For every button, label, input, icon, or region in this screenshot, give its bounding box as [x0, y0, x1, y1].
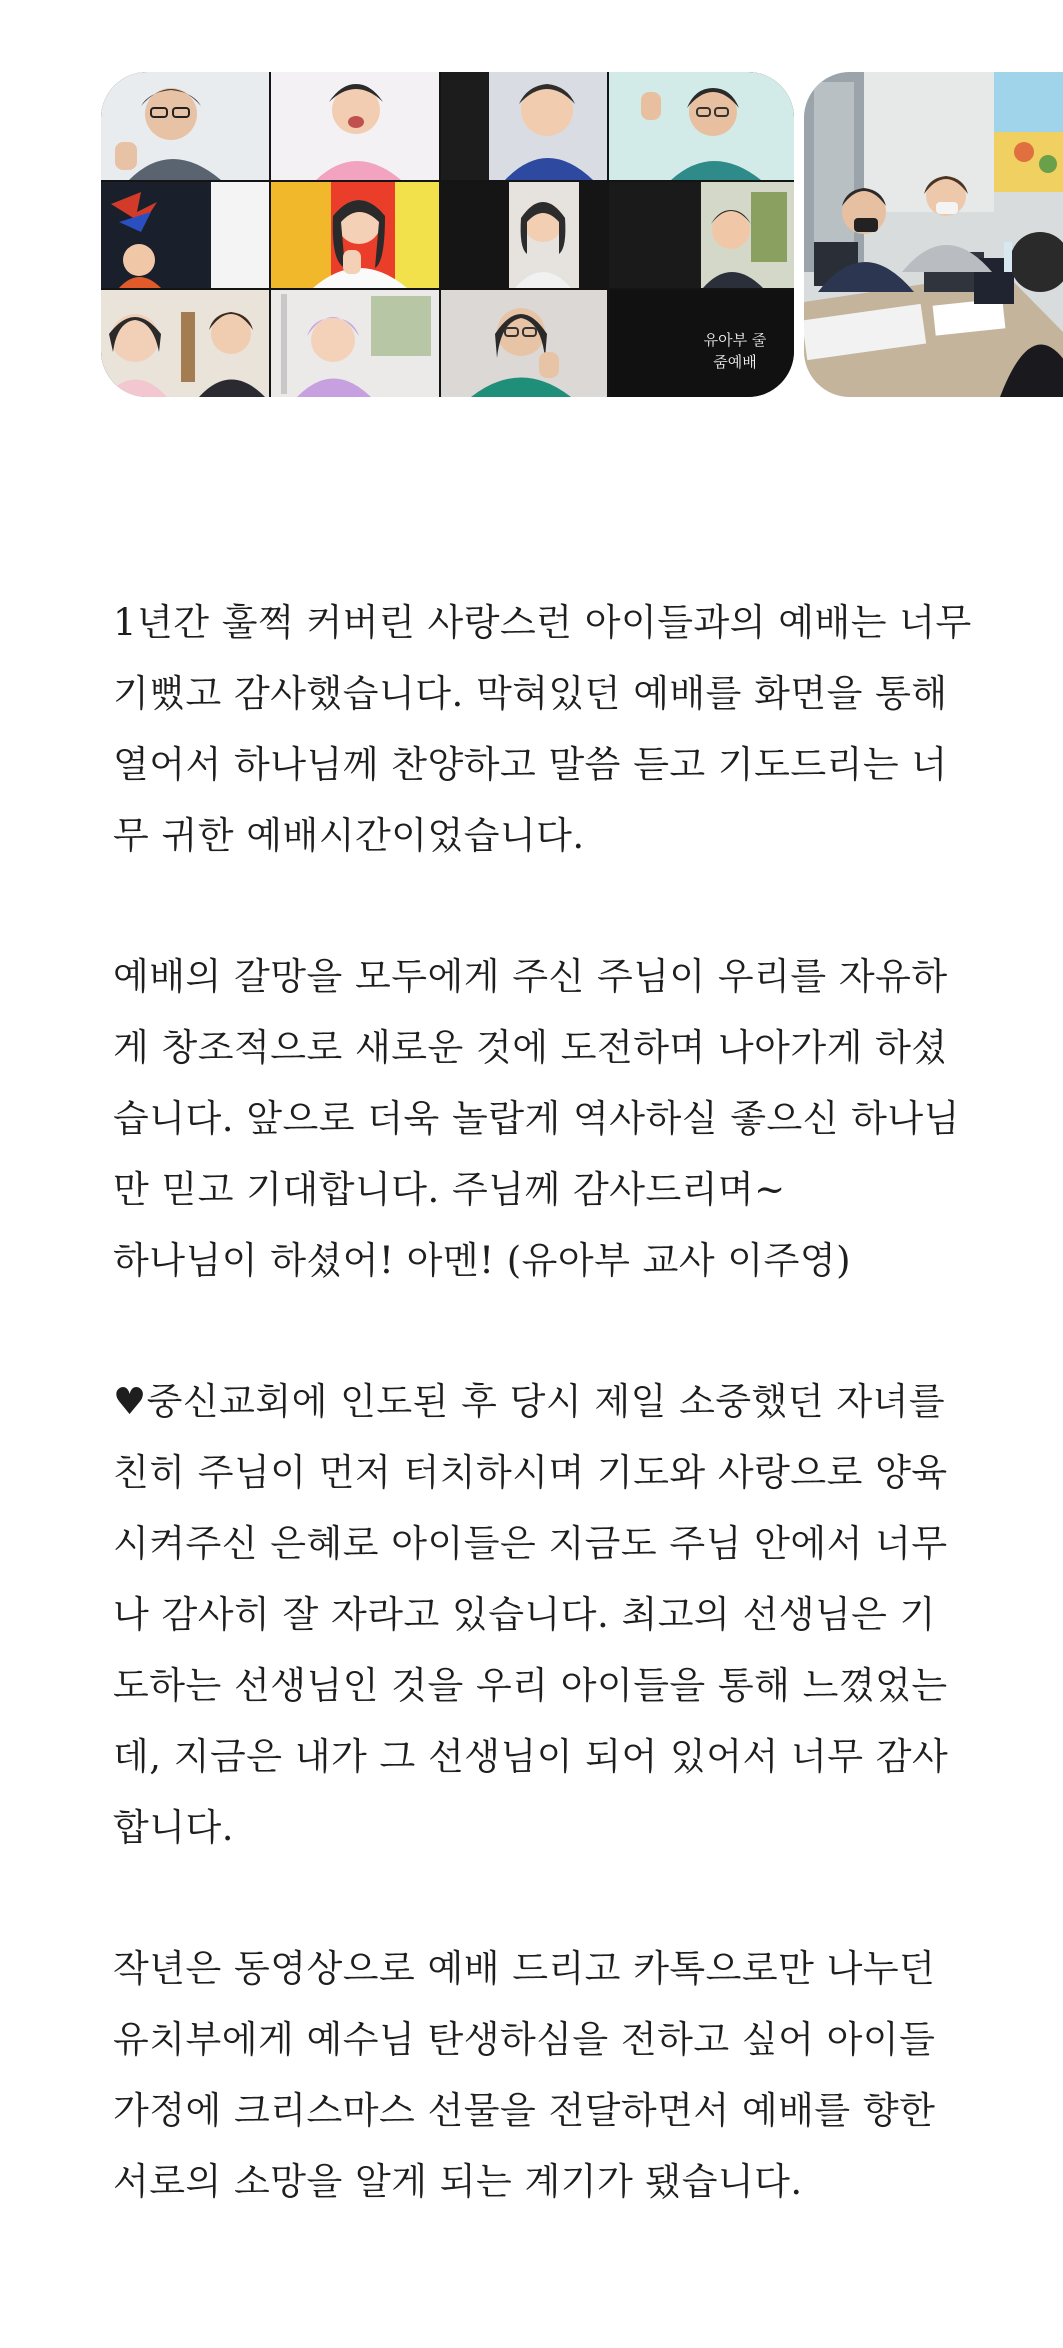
paragraph-line: 데, 지금은 내가 그 선생님이 되어 있어서 너무 감사 [113, 1735, 949, 1778]
paragraph-line: 나 감사히 잘 자라고 있습니다. 최고의 선생님은 기 [113, 1593, 936, 1636]
paragraph-line: 열어서 하나님께 찬양하고 말씀 듣고 기도드리는 너 [113, 743, 948, 786]
paragraph-1 [113, 587, 993, 871]
paragraph-line: 기뻤고 감사했습니다. 막혀있던 예배를 화면을 통해 [113, 672, 948, 715]
zoom-caption-line1: 유아부 줄 [703, 331, 767, 349]
photo-strip [101, 72, 1063, 397]
paragraph-line: 하나님이 하셨어! 아멘! (유아부 교사 이주영) [113, 1239, 852, 1282]
zoom-caption-line2: 줌예배 [713, 353, 757, 371]
paragraph-4 [113, 1933, 993, 2217]
paragraph-line: 유치부에게 예수님 탄생하심을 전하고 싶어 아이들 [113, 2018, 936, 2061]
paragraph-line: 1년간 훌쩍 커버린 사랑스런 아이들과의 예배는 너무 [113, 601, 972, 644]
paragraph-line: 시켜주신 은혜로 아이들은 지금도 주님 안에서 너무 [113, 1522, 948, 1565]
zoom-worship-photo [101, 72, 794, 397]
paragraph-line: 만 믿고 기대합니다. 주님께 감사드리며~ [113, 1168, 786, 1211]
teachers-meeting-photo [804, 72, 1063, 397]
paragraph-line: 가정에 크리스마스 선물을 전달하면서 예배를 향한 [113, 2089, 936, 2132]
paragraph-line: 습니다. 앞으로 더욱 놀랍게 역사하실 좋으신 하나님 [113, 1097, 960, 1140]
paragraph-line: 예배의 갈망을 모두에게 주신 주님이 우리를 자유하 [113, 955, 948, 998]
paragraph-line: 친히 주님이 먼저 터치하시며 기도와 사랑으로 양육 [113, 1451, 948, 1494]
paragraph-3 [113, 1366, 993, 1863]
paragraph-line: 서로의 소망을 알게 되는 계기가 됐습니다. [113, 2160, 803, 2203]
paragraph-2 [113, 941, 993, 1296]
paragraph-line: 작년은 동영상으로 예배 드리고 카톡으로만 나누던 [113, 1947, 936, 1990]
meeting-illustration [804, 72, 1063, 397]
paragraph-line: 도하는 선생님인 것을 우리 아이들을 통해 느꼈었는 [113, 1664, 948, 1707]
paragraph-line: 합니다. [113, 1806, 234, 1849]
zoom-caption [690, 329, 780, 373]
paragraph-line: ♥중신교회에 인도된 후 당시 제일 소중했던 자녀를 [113, 1380, 946, 1423]
article-body [113, 587, 993, 2287]
paragraph-line: 무 귀한 예배시간이었습니다. [113, 814, 585, 857]
paragraph-line: 게 창조적으로 새로운 것에 도전하며 나아가게 하셨 [113, 1026, 948, 1069]
